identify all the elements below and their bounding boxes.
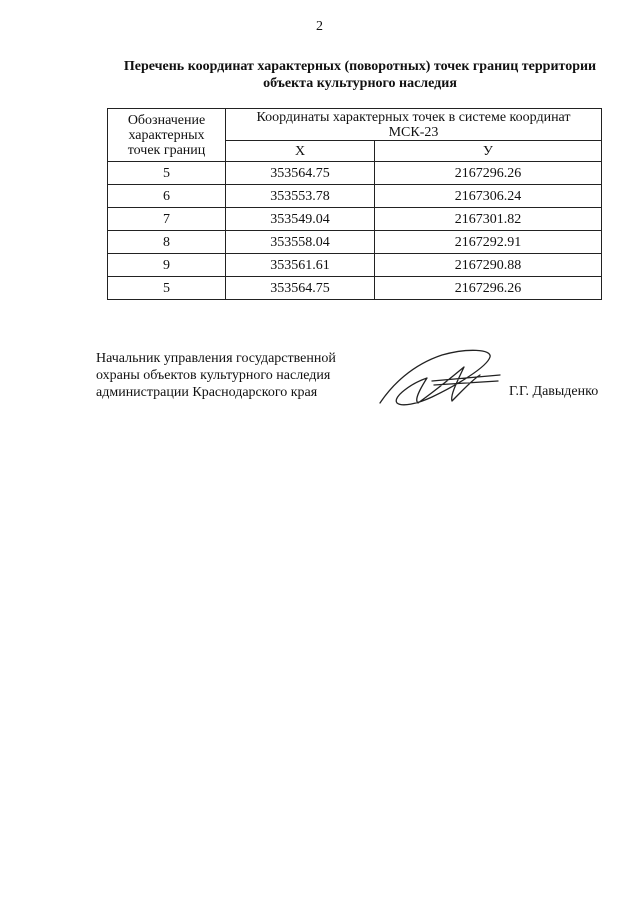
cell-x: 353564.75 [226,162,375,185]
signatory-position [96,350,336,401]
header-designation-line-1: Обозначение [127,112,206,128]
page-number: 2 [316,19,323,34]
cell-x: 353549.04 [226,208,375,231]
cell-y: 2167296.26 [375,277,602,300]
header-coordinates-line-2: МСК-23 [388,124,439,140]
header-coordinates-line-1: Координаты характерных точек в системе координат [256,109,571,125]
header-designation-line-2: характерных [128,127,205,143]
signer-name: Г.Г. Давыденко [509,384,599,399]
signatory-line-1: Начальник управления государственной [96,351,336,366]
header-y: У [375,141,602,162]
header-coordinates [226,109,602,141]
table-row [108,185,602,208]
cell-point: 5 [108,162,226,185]
cell-x: 353561.61 [226,254,375,277]
table-row [108,162,602,185]
signatory-line-3: администрации Краснодарского края [96,385,318,400]
cell-x: 353558.04 [226,231,375,254]
cell-y: 2167292.91 [375,231,602,254]
table-row [108,208,602,231]
cell-y: 2167290.88 [375,254,602,277]
table-row [108,231,602,254]
cell-x: 353553.78 [226,185,375,208]
handwritten-signature [372,345,512,415]
cell-point: 7 [108,208,226,231]
cell-y: 2167301.82 [375,208,602,231]
table-row [108,254,602,277]
cell-point: 9 [108,254,226,277]
cell-x: 353564.75 [226,277,375,300]
coordinates-table [107,108,602,300]
header-designation [108,109,226,162]
header-x: Х [226,141,375,162]
header-designation-line-3: точек границ [127,142,206,158]
signature-stroke [380,350,500,404]
cell-point: 6 [108,185,226,208]
signatory-line-2: охраны объектов культурного наследия [96,368,331,383]
cell-point: 5 [108,277,226,300]
document-title [60,58,639,92]
title-line-1: Перечень координат характерных (поворотных) точек границ территории [123,59,597,74]
table-row [108,277,602,300]
cell-y: 2167306.24 [375,185,602,208]
cell-point: 8 [108,231,226,254]
cell-y: 2167296.26 [375,162,602,185]
title-line-2: объекта культурного наследия [263,76,457,91]
